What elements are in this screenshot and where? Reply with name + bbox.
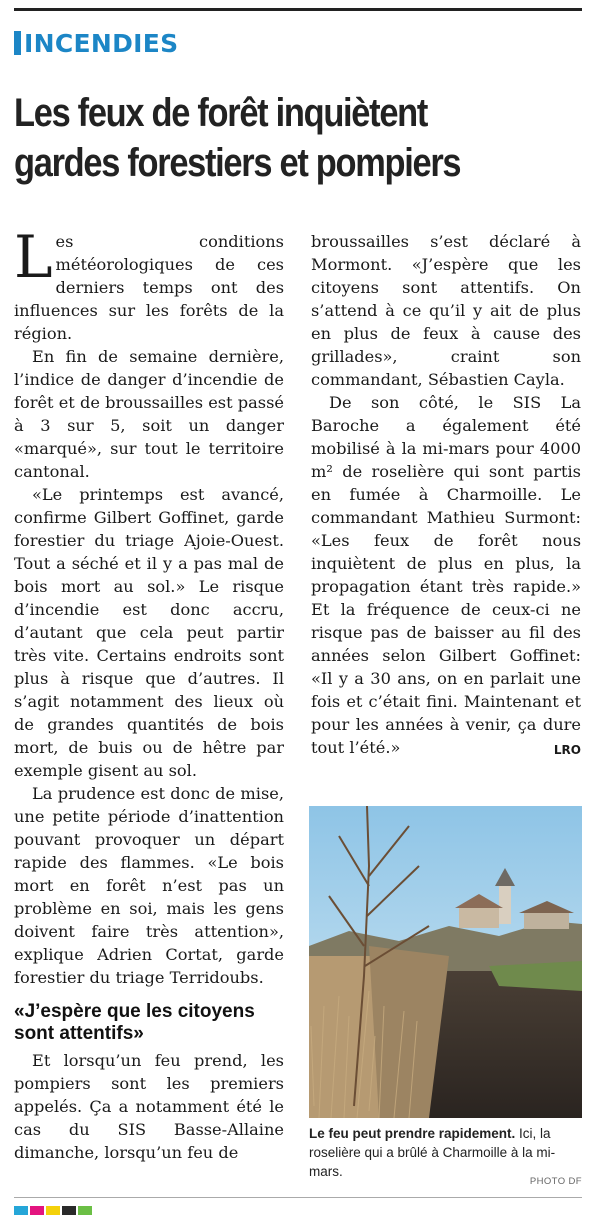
paragraph-1: [14, 223, 284, 345]
drop-cap: L: [14, 223, 53, 291]
paragraph-2: En fin de semaine dernière, l’indice de danger d’incendie de forêt et de broussailles est passé à 3 sur 5, soit un danger «marqué», sur tout le territoire cantonal.: [14, 347, 284, 481]
article-subheading: «J’espère que les citoyens sont attentifs»: [14, 1001, 255, 1044]
paragraph-6: broussailles s’est déclaré à Mormont. «J’espère que les citoyens sont attentifs. On s’attend à ce qu’il y ait de plus en plus de feux à cause des grillades», craint son commandant, Sébastien Cayla.: [311, 232, 581, 389]
article-column-2: [311, 230, 581, 762]
caption-lead: Le feu peut prendre rapidement.: [309, 1126, 516, 1141]
swatch-yellow: [46, 1206, 60, 1215]
swatch-magenta: [30, 1206, 44, 1215]
paragraph-1-text: es conditions météorologiques de ces derniers temps ont des influences sur les forêts de la région.: [14, 232, 284, 343]
paragraph-4: La prudence est donc de mise, une petite période d’inattention pouvant provoquer un départ rapide des flammes. «Le bois mort en forêt n’est pas un problème en soi, mais les gens doivent faire très attention», explique Adrien Cortat, garde forestier du triage Terridoubs.: [14, 784, 284, 987]
paragraph-7: [311, 391, 581, 759]
top-rule: [14, 8, 582, 11]
headline-line-1: Les feux de forêt inquiètent: [14, 91, 428, 135]
swatch-cyan: [14, 1206, 28, 1215]
author-signature: LRO: [553, 743, 581, 757]
rubric-bar-icon: [14, 31, 21, 55]
paragraph-3: «Le printemps est avancé, confirme Gilbert Goffinet, garde forestier du triage Ajoie-Ouest. Tout a séché et il y a pas mal de bois mort au sol.» Le risque d’incendie est donc accru, d’autant que cela peut partir très vite. Certains endroits sont plus à risque que d’autres. Il s’agit notamment des lieux où de grandes quantités de bois mort, de buis ou de hêtre par exemple gisent au sol.: [14, 485, 284, 780]
rubric-label: INCENDIES: [24, 28, 179, 58]
article-column-1: [14, 223, 284, 1164]
swatch-black: [62, 1206, 76, 1215]
bottom-rule: [14, 1197, 582, 1198]
photo-credit: PHOTO DF: [529, 1176, 582, 1187]
burnt-reedbed-photo-icon: [309, 806, 582, 1118]
article-photo: [309, 806, 582, 1118]
swatch-green: [78, 1206, 92, 1215]
photo-caption: [309, 1124, 582, 1181]
print-color-bar: [14, 1206, 94, 1215]
paragraph-5: Et lorsqu’un feu prend, les pompiers sont les premiers appelés. Ça a notamment été le cas du SIS Basse-Allaine dimanche, lorsqu’un feu de: [14, 1051, 284, 1162]
caption-text: Ici, la roselière qui a brûlé à Charmoille à la mi-mars.: [309, 1126, 556, 1179]
article-headline: [14, 88, 504, 188]
paragraph-7-text: De son côté, le SIS La Baroche a également été mobilisé à la mi-mars pour 4000 m² de roselière qui sont partis en fumée à Charmoille. Le commandant Mathieu Surmont: «Les feux de forêt nous inquiètent de plus en plus, la propagation étant très rapide.» Et la fréquence de ceux-ci ne risque pas de baisser au fil des années selon Gilbert Goffinet: «Il y a 30 ans, on en parlait une fois et c’était fini. Maintenant et pour les années à venir, ça dure tout l’été.»: [311, 393, 581, 757]
section-rubric: [14, 28, 178, 58]
headline-line-2: gardes forestiers et pompiers: [14, 141, 461, 185]
